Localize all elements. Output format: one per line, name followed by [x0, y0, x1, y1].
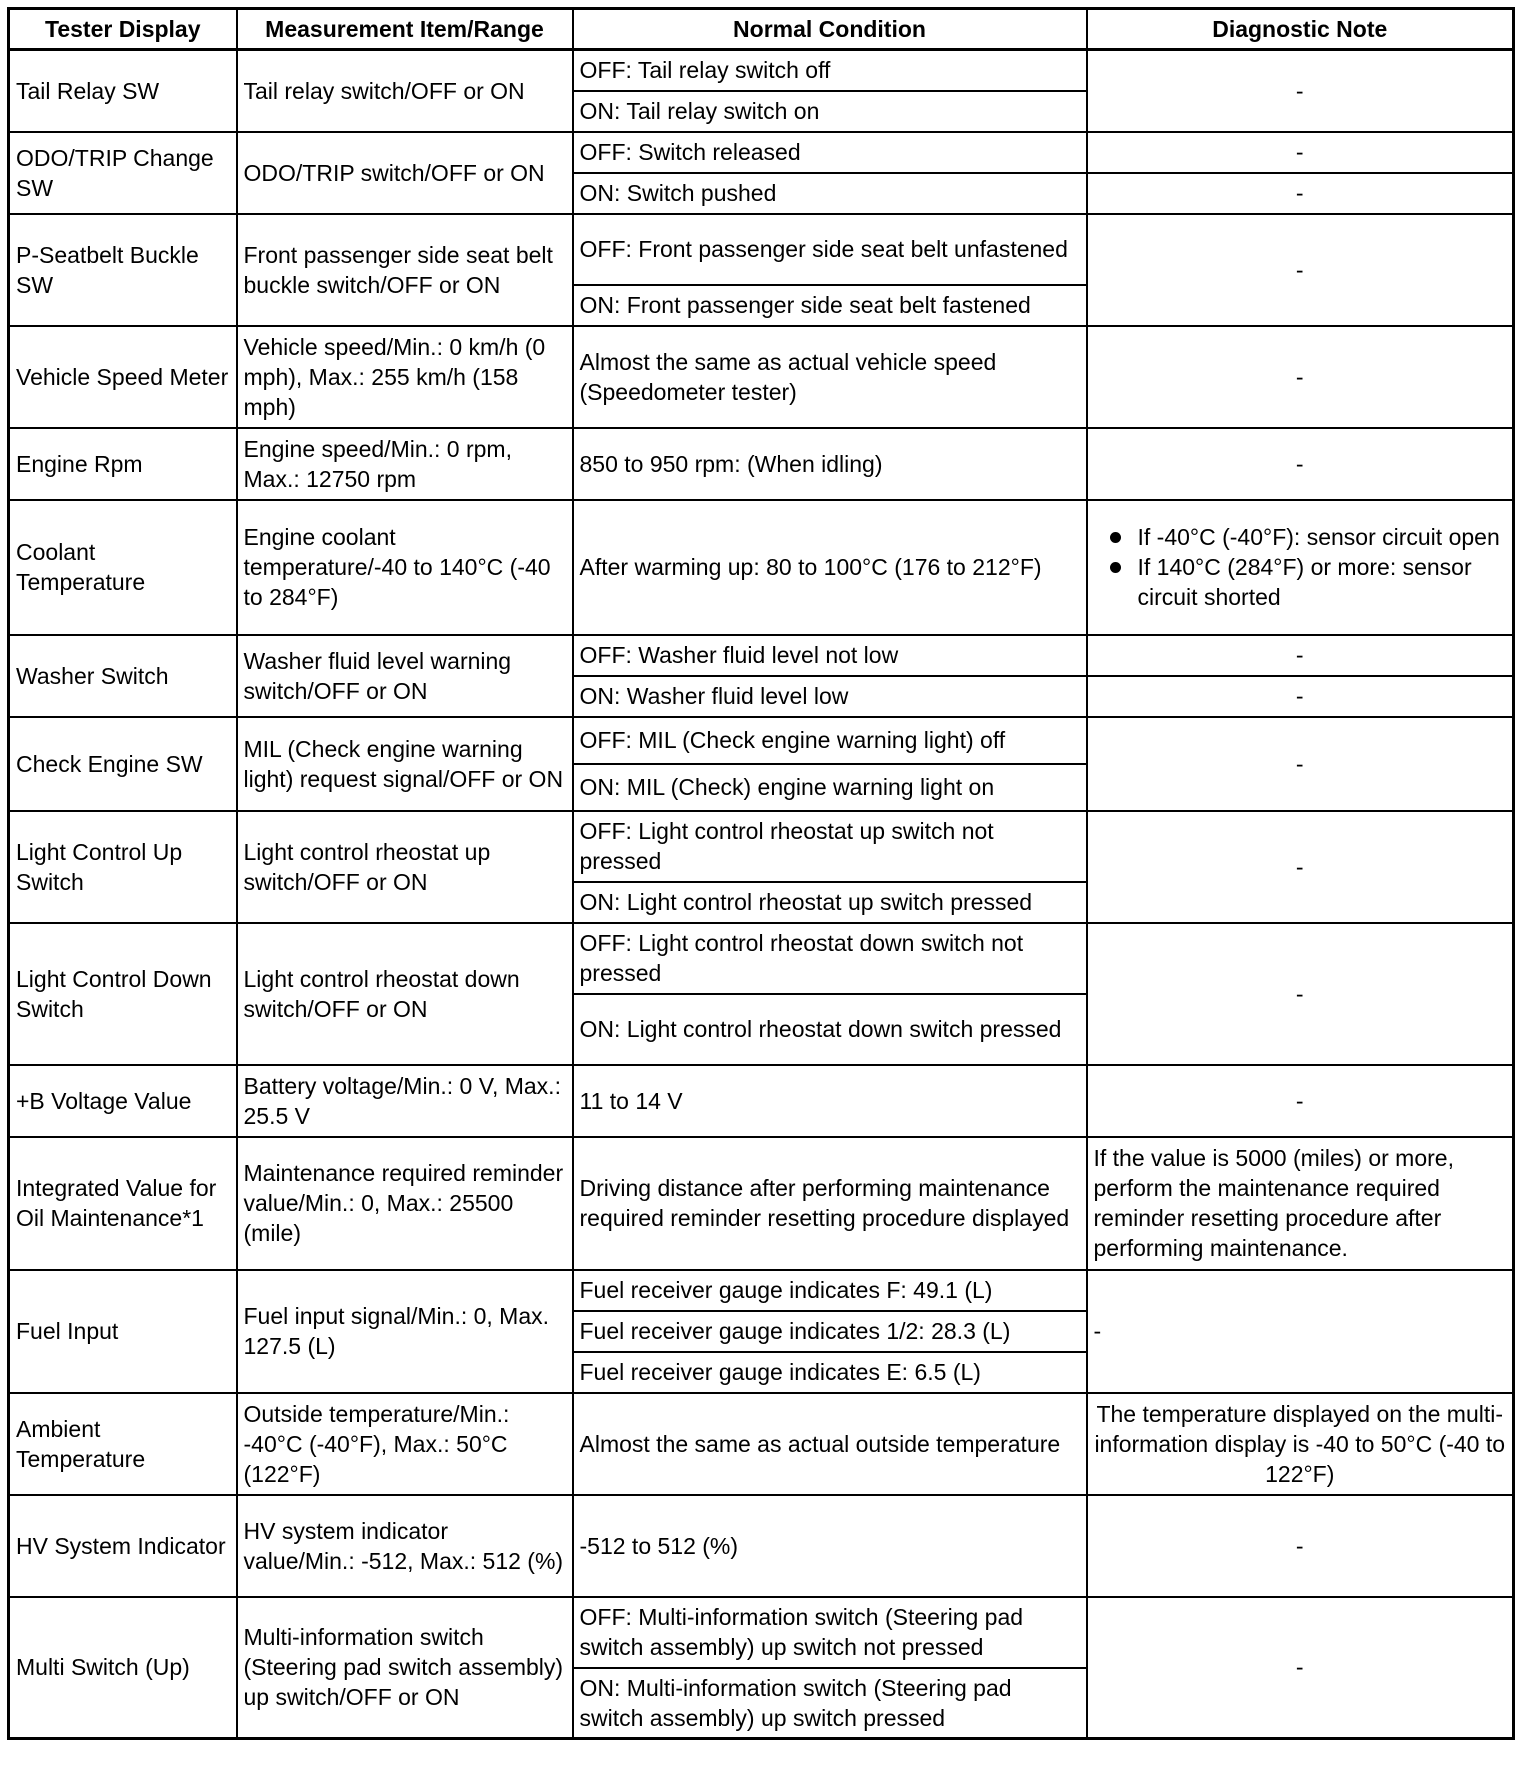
- note-list: [1098, 522, 1507, 612]
- cell-diagnostic-note: -: [1087, 717, 1514, 811]
- cell-normal-condition: -512 to 512 (%): [573, 1495, 1087, 1597]
- cell-normal-condition: Fuel receiver gauge indicates 1/2: 28.3 (L): [573, 1311, 1087, 1352]
- cell-tester-display: Washer Switch: [9, 635, 237, 717]
- cell-normal-condition: OFF: Switch released: [573, 132, 1087, 173]
- table-row: [9, 1393, 1514, 1495]
- header-diagnostic-note: Diagnostic Note: [1087, 9, 1514, 50]
- cell-measurement: ODO/TRIP switch/OFF or ON: [237, 132, 573, 214]
- cell-diagnostic-note: -: [1087, 428, 1514, 500]
- bullet-icon: [1110, 562, 1121, 573]
- cell-measurement: Tail relay switch/OFF or ON: [237, 50, 573, 132]
- cell-measurement: Multi-information switch (Steering pad switch assembly) up switch/OFF or ON: [237, 1597, 573, 1739]
- cell-measurement: Engine speed/Min.: 0 rpm, Max.: 12750 rpm: [237, 428, 573, 500]
- cell-measurement: Front passenger side seat belt buckle switch/OFF or ON: [237, 214, 573, 326]
- cell-tester-display: Fuel Input: [9, 1270, 237, 1393]
- table-row: [9, 50, 1514, 91]
- cell-normal-condition: ON: Multi-information switch (Steering pad switch assembly) up switch pressed: [573, 1668, 1087, 1739]
- cell-diagnostic-note: -: [1087, 173, 1514, 214]
- cell-normal-condition: OFF: Tail relay switch off: [573, 50, 1087, 91]
- table-row: [9, 1597, 1514, 1668]
- note-text: If -40°C (-40°F): sensor circuit open: [1137, 524, 1500, 550]
- cell-diagnostic-note: -: [1087, 1597, 1514, 1739]
- cell-tester-display: Light Control Up Switch: [9, 811, 237, 923]
- table-row: [9, 428, 1514, 500]
- cell-diagnostic-note: -: [1087, 1270, 1514, 1393]
- table-row: [9, 132, 1514, 173]
- table-row: [9, 635, 1514, 676]
- cell-normal-condition: 11 to 14 V: [573, 1065, 1087, 1137]
- diagnostic-data-table: [7, 7, 1515, 1740]
- cell-diagnostic-note: -: [1087, 326, 1514, 428]
- cell-normal-condition: After warming up: 80 to 100°C (176 to 212°F): [573, 500, 1087, 635]
- cell-diagnostic-note: -: [1087, 214, 1514, 326]
- header-measurement: Measurement Item/Range: [237, 9, 573, 50]
- cell-normal-condition: Driving distance after performing maintenance required reminder resetting procedure displayed: [573, 1137, 1087, 1270]
- cell-measurement: MIL (Check engine warning light) request signal/OFF or ON: [237, 717, 573, 811]
- cell-normal-condition: ON: Light control rheostat up switch pressed: [573, 882, 1087, 923]
- cell-normal-condition: ON: Front passenger side seat belt fastened: [573, 285, 1087, 326]
- cell-normal-condition: ON: Washer fluid level low: [573, 676, 1087, 717]
- cell-tester-display: Coolant Temperature: [9, 500, 237, 635]
- cell-diagnostic-note: -: [1087, 132, 1514, 173]
- bullet-icon: [1110, 532, 1121, 543]
- cell-normal-condition: OFF: MIL (Check engine warning light) off: [573, 717, 1087, 764]
- list-item: [1098, 522, 1507, 552]
- table-header-row: [9, 9, 1514, 50]
- cell-tester-display: Light Control Down Switch: [9, 923, 237, 1065]
- cell-tester-display: Ambient Temperature: [9, 1393, 237, 1495]
- cell-tester-display: Check Engine SW: [9, 717, 237, 811]
- table-row: [9, 1065, 1514, 1137]
- cell-tester-display: +B Voltage Value: [9, 1065, 237, 1137]
- header-normal-condition: Normal Condition: [573, 9, 1087, 50]
- cell-tester-display: ODO/TRIP Change SW: [9, 132, 237, 214]
- cell-diagnostic-note: -: [1087, 923, 1514, 1065]
- cell-measurement: Light control rheostat up switch/OFF or ON: [237, 811, 573, 923]
- cell-normal-condition: Almost the same as actual outside temperature: [573, 1393, 1087, 1495]
- cell-normal-condition: 850 to 950 rpm: (When idling): [573, 428, 1087, 500]
- cell-measurement: Vehicle speed/Min.: 0 km/h (0 mph), Max.: 255 km/h (158 mph): [237, 326, 573, 428]
- cell-measurement: Outside temperature/Min.: -40°C (-40°F), Max.: 50°C (122°F): [237, 1393, 573, 1495]
- cell-normal-condition: Fuel receiver gauge indicates F: 49.1 (L): [573, 1270, 1087, 1311]
- cell-normal-condition: Fuel receiver gauge indicates E: 6.5 (L): [573, 1352, 1087, 1393]
- cell-measurement: Engine coolant temperature/-40 to 140°C (-40 to 284°F): [237, 500, 573, 635]
- cell-diagnostic-note: If the value is 5000 (miles) or more, perform the maintenance required reminder resetting procedure after performing maintenance.: [1087, 1137, 1514, 1270]
- document-page: [7, 7, 1512, 1740]
- table-row: [9, 326, 1514, 428]
- table-row: [9, 1137, 1514, 1270]
- cell-normal-condition: OFF: Front passenger side seat belt unfastened: [573, 214, 1087, 285]
- cell-diagnostic-note: -: [1087, 1495, 1514, 1597]
- cell-measurement: Maintenance required reminder value/Min.: 0, Max.: 25500 (mile): [237, 1137, 573, 1270]
- cell-diagnostic-note: -: [1087, 1065, 1514, 1137]
- table-row: [9, 717, 1514, 764]
- cell-normal-condition: ON: Tail relay switch on: [573, 91, 1087, 132]
- table-row: [9, 1270, 1514, 1311]
- table-row: [9, 500, 1514, 635]
- cell-diagnostic-note: [1087, 500, 1514, 635]
- table-row: [9, 811, 1514, 882]
- cell-measurement: HV system indicator value/Min.: -512, Max.: 512 (%): [237, 1495, 573, 1597]
- cell-diagnostic-note: -: [1087, 676, 1514, 717]
- cell-normal-condition: OFF: Washer fluid level not low: [573, 635, 1087, 676]
- cell-normal-condition: ON: Switch pushed: [573, 173, 1087, 214]
- cell-normal-condition: OFF: Light control rheostat up switch not pressed: [573, 811, 1087, 882]
- cell-tester-display: Integrated Value for Oil Maintenance*1: [9, 1137, 237, 1270]
- header-tester-display: Tester Display: [9, 9, 237, 50]
- cell-tester-display: P-Seatbelt Buckle SW: [9, 214, 237, 326]
- cell-tester-display: Engine Rpm: [9, 428, 237, 500]
- cell-tester-display: Multi Switch (Up): [9, 1597, 237, 1739]
- note-text: If 140°C (284°F) or more: sensor circuit shorted: [1137, 554, 1472, 610]
- cell-diagnostic-note: -: [1087, 635, 1514, 676]
- cell-normal-condition: OFF: Multi-information switch (Steering pad switch assembly) up switch not pressed: [573, 1597, 1087, 1668]
- cell-tester-display: HV System Indicator: [9, 1495, 237, 1597]
- cell-diagnostic-note: -: [1087, 50, 1514, 132]
- list-item: [1098, 552, 1507, 612]
- cell-diagnostic-note: -: [1087, 811, 1514, 923]
- cell-tester-display: Tail Relay SW: [9, 50, 237, 132]
- cell-measurement: Light control rheostat down switch/OFF or ON: [237, 923, 573, 1065]
- cell-measurement: Fuel input signal/Min.: 0, Max. 127.5 (L): [237, 1270, 573, 1393]
- cell-measurement: Battery voltage/Min.: 0 V, Max.: 25.5 V: [237, 1065, 573, 1137]
- cell-measurement: Washer fluid level warning switch/OFF or ON: [237, 635, 573, 717]
- cell-tester-display: Vehicle Speed Meter: [9, 326, 237, 428]
- cell-normal-condition: Almost the same as actual vehicle speed (Speedometer tester): [573, 326, 1087, 428]
- cell-normal-condition: OFF: Light control rheostat down switch not pressed: [573, 923, 1087, 994]
- table-row: [9, 1495, 1514, 1597]
- cell-normal-condition: ON: MIL (Check) engine warning light on: [573, 764, 1087, 811]
- cell-diagnostic-note: The temperature displayed on the multi-information display is -40 to 50°C (-40 to 122°F): [1087, 1393, 1514, 1495]
- cell-normal-condition: ON: Light control rheostat down switch pressed: [573, 994, 1087, 1065]
- table-row: [9, 923, 1514, 994]
- table-row: [9, 214, 1514, 285]
